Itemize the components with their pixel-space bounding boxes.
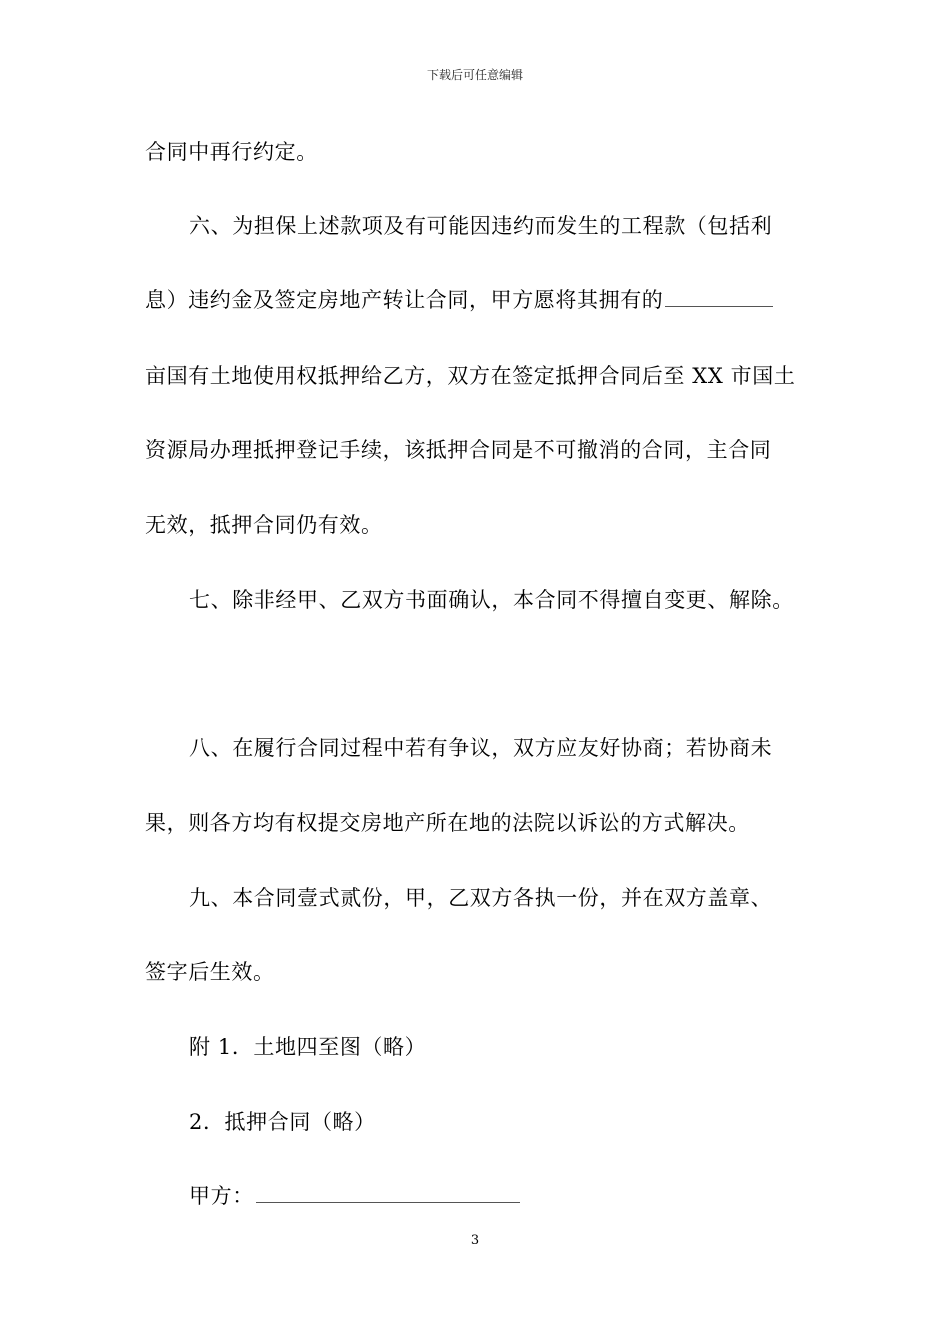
- text-line: 资源局办理抵押登记手续，该抵押合同是不可撤消的合同，主合同: [145, 438, 772, 462]
- clause-9-line: 九、本合同壹式贰份，甲，乙双方各执一份，并在双方盖章、: [189, 886, 773, 910]
- text-line: 无效，抵押合同仍有效。: [145, 513, 383, 537]
- text-line: [145, 286, 773, 314]
- appendix-2-line: 2．抵押合同（略）: [189, 1110, 376, 1134]
- page-number: 3: [470, 1233, 480, 1248]
- clause-7-line: 七、除非经甲、乙双方书面确认，本合同不得擅自变更、解除。: [189, 588, 794, 612]
- clause-8-line: 八、在履行合同过程中若有争议，双方应友好协商；若协商未: [189, 736, 773, 760]
- text-segment: 息）违约金及签定房地产转让合同，甲方愿将其拥有的: [145, 288, 664, 312]
- clause-6-line: 六、为担保上述款项及有可能因违约而发生的工程款（包括利: [189, 214, 773, 238]
- text-line: 果，则各方均有权提交房地产所在地的法院以诉讼的方式解决。: [145, 811, 750, 835]
- appendix-1-line: 附 1．土地四至图（略）: [189, 1035, 427, 1059]
- text-line: 亩国有土地使用权抵押给乙方，双方在签定抵押合同后至 XX 市国土: [145, 364, 796, 388]
- party-a-line: [189, 1182, 520, 1210]
- party-a-label: 甲方：: [189, 1184, 254, 1208]
- page-header: 下载后可任意编辑: [426, 68, 523, 82]
- signature-underline: [256, 1182, 520, 1203]
- text-line: 合同中再行约定。: [145, 140, 318, 164]
- blank-underline: [665, 286, 773, 307]
- text-line: 签字后生效。: [145, 960, 275, 984]
